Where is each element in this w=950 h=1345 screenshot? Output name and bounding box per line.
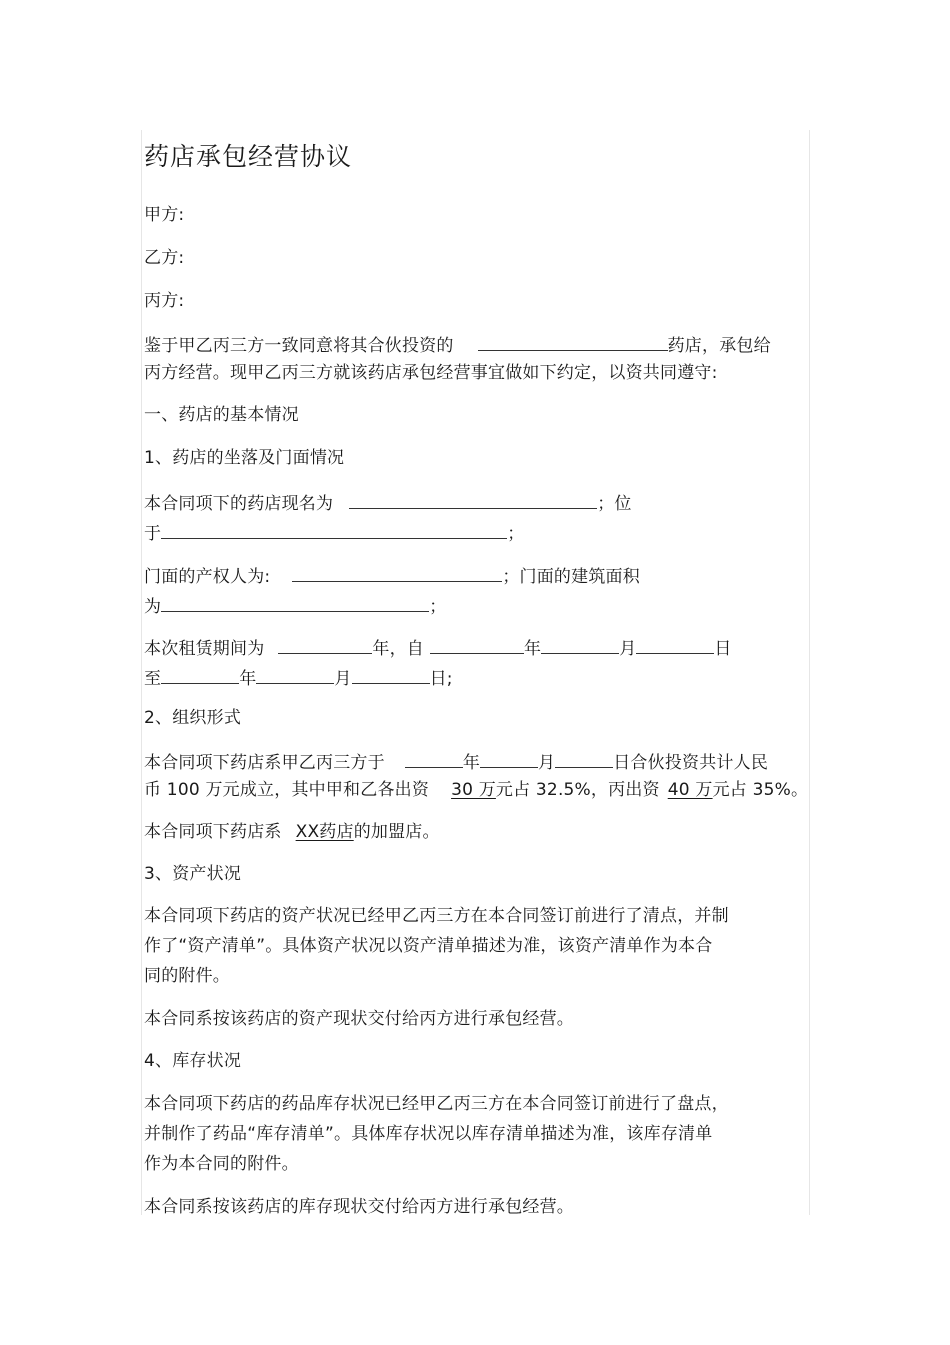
location-end: ； [507, 524, 525, 544]
end-month-unit: 月 [334, 669, 352, 689]
current-name-label: 本合同项下的药店现名为 [144, 494, 334, 514]
document-title: 药店承包经营协议 [144, 142, 353, 171]
party-b-label: 乙方: [144, 248, 185, 268]
owner-label: 门面的产权人为: [144, 567, 271, 587]
lease-period-line-1 [144, 635, 732, 660]
area-label: ；门面的建筑面积 [502, 567, 640, 587]
subsection-3-heading: 3、资产状况 [144, 864, 242, 884]
end-year-unit: 年 [239, 669, 257, 689]
founding-year-unit: 年 [462, 753, 481, 773]
capital-text: 币 100 万元成立，其中甲和乙各出资 [144, 780, 430, 800]
franchise-text-after: 的加盟店。 [353, 822, 440, 842]
location-label: 于 [144, 524, 162, 544]
organization-line-1 [144, 749, 768, 774]
subsection-2-heading: 2、组织形式 [144, 708, 242, 728]
founding-month-blank[interactable] [480, 749, 538, 768]
end-day-blank[interactable] [352, 665, 430, 684]
start-month-unit: 月 [619, 639, 637, 659]
preamble-text-after: 药店，承包给 [667, 336, 771, 356]
preamble-text-before: 鉴于甲乙丙三方一致同意将其合伙投资的 [144, 336, 454, 356]
subsection-4-heading: 4、库存状况 [144, 1051, 242, 1071]
founding-year-blank[interactable] [405, 749, 463, 768]
start-year-blank[interactable] [430, 635, 524, 654]
lease-label: 本次租赁期间为 [144, 639, 265, 659]
assets-delivery-paragraph: 本合同系按该药店的资产现状交付给丙方进行承包经营。 [144, 1009, 574, 1029]
pharmacy-current-name-line [144, 490, 632, 515]
start-day-blank[interactable] [636, 635, 714, 654]
pharmacy-location-line [144, 520, 524, 545]
investment-amount-ab: 30 万 [451, 780, 496, 800]
location-prefix: ；位 [597, 494, 632, 514]
building-area-line [144, 593, 446, 618]
area-end: ； [429, 597, 447, 617]
end-month-blank[interactable] [256, 665, 334, 684]
founding-rest: 日合伙投资共计人民 [613, 753, 769, 773]
end-label: 至 [144, 669, 162, 689]
assets-paragraph-line-2: 作了“资产清单”。具体资产状况以资产清单描述为准，该资产清单作为本合 [144, 936, 713, 956]
founding-label: 本合同项下药店系甲乙丙三方于 [144, 753, 385, 773]
location-blank[interactable] [161, 520, 507, 539]
party-a-label: 甲方: [144, 205, 185, 225]
share-text-ab: 元占 32.5%，丙出资 [495, 780, 660, 800]
founding-month-unit: 月 [538, 753, 556, 773]
lease-years-unit: 年，自 [372, 639, 425, 659]
end-year-blank[interactable] [161, 665, 239, 684]
share-text-c: 元占 35%。 [712, 780, 809, 800]
start-day-unit: 日 [714, 639, 732, 659]
owner-blank[interactable] [292, 563, 502, 582]
inventory-paragraph-line-2: 并制作了药品“库存清单”。具体库存状况以库存清单描述为准，该库存清单 [144, 1124, 713, 1144]
assets-paragraph-line-3: 同的附件。 [144, 966, 230, 986]
area-prefix: 为 [144, 597, 162, 617]
organization-line-2 [144, 779, 808, 801]
inventory-paragraph-line-1: 本合同项下药店的药品库存状况已经甲乙丙三方在本合同签订前进行了盘点， [144, 1094, 729, 1114]
section-1-heading: 一、药店的基本情况 [144, 405, 299, 425]
inventory-delivery-paragraph: 本合同系按该药店的库存现状交付给丙方进行承包经营。 [144, 1197, 574, 1217]
founding-day-blank[interactable] [555, 749, 613, 768]
preamble-line-2: 丙方经营。现甲乙丙三方就该药店承包经营事宜做如下约定，以资共同遵守: [144, 363, 718, 383]
property-owner-line [144, 563, 640, 588]
pharmacy-name-blank[interactable] [478, 332, 668, 351]
party-c-label: 丙方: [144, 291, 185, 311]
franchise-brand: XX药店 [295, 822, 354, 842]
start-month-blank[interactable] [541, 635, 619, 654]
lease-years-blank[interactable] [278, 635, 372, 654]
start-year-unit: 年 [524, 639, 542, 659]
preamble-line-1 [144, 332, 771, 357]
current-name-blank[interactable] [349, 490, 597, 509]
inventory-paragraph-line-3: 作为本合同的附件。 [144, 1154, 299, 1174]
assets-paragraph-line-1: 本合同项下药店的资产状况已经甲乙丙三方在本合同签订前进行了清点，并制 [144, 906, 729, 926]
franchise-text-before: 本合同项下药店系 [144, 822, 282, 842]
franchise-line [144, 821, 440, 843]
subsection-1-heading: 1、药店的坐落及门面情况 [144, 448, 345, 468]
end-day-unit: 日; [429, 669, 453, 689]
area-blank[interactable] [161, 593, 429, 612]
lease-period-line-2 [144, 665, 453, 690]
investment-amount-c: 40 万 [667, 780, 713, 800]
